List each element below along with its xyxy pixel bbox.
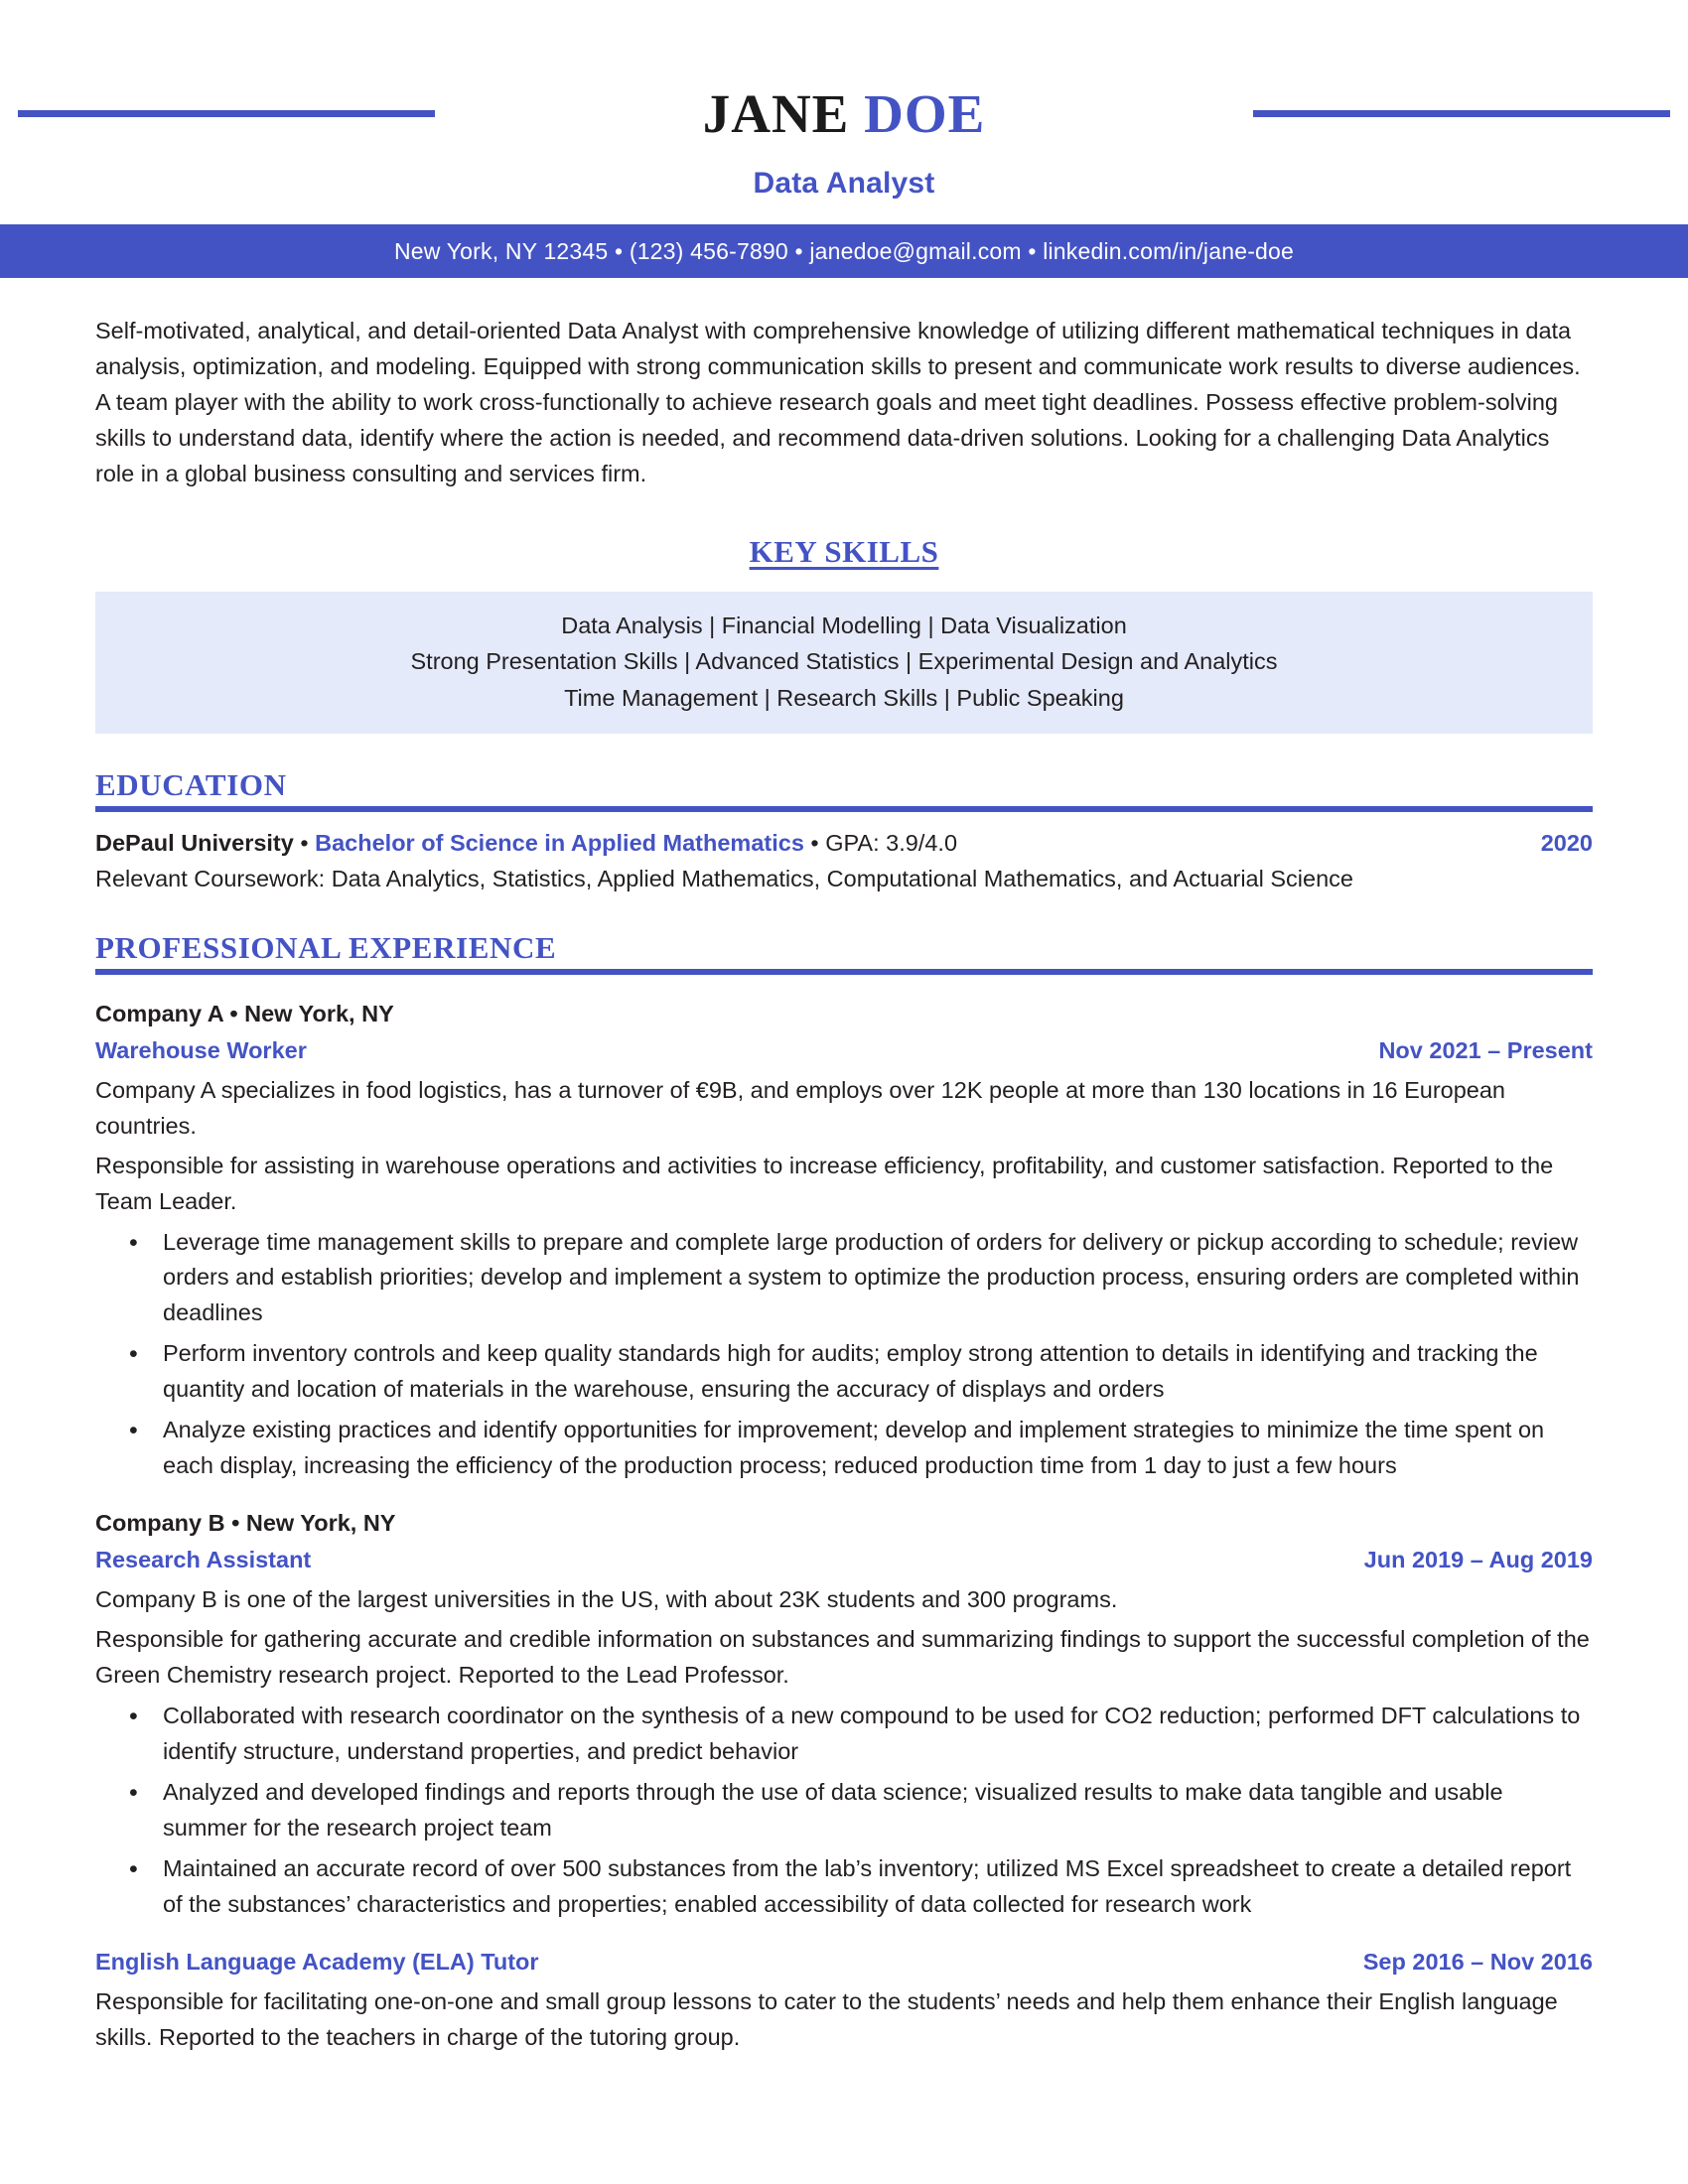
education-entry	[95, 830, 1593, 857]
professional-summary: Self-motivated, analytical, and detail-oriented Data Analyst with comprehensive knowledge of utilizing different mathematical techniques in data analysis, optimization, and modeling. Equipped with strong communication skills to present and communicate work results to diverse audiences. A team player with the ability to work cross-functionally to achieve research goals and meet tight deadlines. Possess effective problem-solving skills to understand data, identify where the action is needed, and recommend data-driven solutions. Looking for a challenging Data Analytics role in a global business consulting and services firm.	[95, 318, 1581, 486]
experience-bullet: • Analyze existing practices and identify opportunities for improvement; develop and implement strategies to minimize the time spent on each display, increasing the efficiency of the production process; reduced production time from 1 day to just a few hours	[129, 1413, 1593, 1484]
experience-bullet-list	[95, 1225, 1593, 1485]
experience-role-row	[95, 1543, 1593, 1576]
first-name: JANE	[702, 82, 850, 144]
education-school: DePaul University	[95, 829, 294, 856]
job-title: Data Analyst	[753, 167, 935, 200]
education-separator-1: •	[293, 829, 316, 856]
header-rule-right-decoration	[1253, 110, 1670, 117]
header-rule-left-decoration	[18, 110, 435, 117]
resume-header	[0, 0, 1688, 201]
experience-description: Responsible for gathering accurate and credible information on substances and summarizing findings to support the successful completion of the Green Chemistry research project. Reported to the Lead Professor.	[95, 1626, 1590, 1689]
education-gpa: GPA: 3.9/4.0	[825, 829, 958, 856]
experience-role: Warehouse Worker	[95, 1036, 307, 1063]
section-heading-professional-experience: PROFESSIONAL EXPERIENCE	[95, 929, 557, 965]
experience-description: Responsible for facilitating one-on-one and small group lessons to cater to the students’ needs and help them enhance their English language skills. Reported to the teachers in charge of the tutoring group.	[95, 1987, 1558, 2050]
last-name: DOE	[864, 82, 986, 144]
name-row	[0, 77, 1688, 149]
experience-description: Company A specializes in food logistics, has a turnover of €9B, and employs over 12K people at more than 130 locations in 16 European countries.	[95, 1076, 1506, 1139]
contact-bar	[0, 224, 1688, 278]
contact-info: New York, NY 12345 • (123) 456-7890 • janedoe@gmail.com • linkedin.com/in/jane-doe	[393, 237, 1295, 264]
education-degree: Bachelor of Science in Applied Mathematics	[315, 829, 804, 856]
education-separator-2: •	[803, 829, 826, 856]
section-rule-education	[95, 806, 1593, 812]
experience-role: English Language Academy (ELA) Tutor	[95, 1948, 539, 1975]
section-heading-education: EDUCATION	[95, 767, 287, 803]
education-details	[95, 830, 957, 857]
experience-entry	[95, 1945, 1593, 2056]
experience-entry	[95, 997, 1593, 1485]
experience-role-row	[95, 1945, 1593, 1979]
experience-company: Company B • New York, NY	[95, 1510, 396, 1537]
education-year: 2020	[1540, 829, 1593, 856]
experience-description: Responsible for assisting in warehouse operations and activities to increase efficiency, profitability, and customer satisfaction. Reported to the Team Leader.	[95, 1152, 1554, 1214]
experience-bullet: • Perform inventory controls and keep quality standards high for audits; employ strong attention to details in identifying and tracking the quantity and location of materials in the warehouse, ensuring the accuracy of displays and orders	[129, 1336, 1593, 1408]
experience-bullet-list	[95, 1699, 1593, 1923]
experience-description: Company B is one of the largest universities in the US, with about 23K students and 300 programs.	[95, 1586, 1118, 1613]
experience-dates: Jun 2019 – Aug 2019	[1363, 1547, 1593, 1573]
experience-role-row	[95, 1033, 1593, 1067]
experience-role: Research Assistant	[95, 1547, 312, 1573]
page-title	[435, 82, 1253, 144]
experience-dates: Nov 2021 – Present	[1378, 1036, 1593, 1063]
key-skills-line: Data Analysis | Financial Modelling | Data Visualization	[561, 612, 1127, 638]
key-skills-box	[95, 592, 1593, 734]
experience-bullet: • Collaborated with research coordinator on the synthesis of a new compound to be used for CO2 reduction; performed DFT calculations to identify structure, understand properties, and predict behavior	[129, 1699, 1593, 1770]
key-skills-line: Time Management | Research Skills | Public Speaking	[564, 684, 1124, 711]
section-rule-experience	[95, 969, 1593, 975]
resume-body	[0, 314, 1688, 2056]
experience-dates: Sep 2016 – Nov 2016	[1362, 1948, 1593, 1975]
experience-entry	[95, 1506, 1593, 1923]
experience-bullet: • Leverage time management skills to prepare and complete large production of orders for delivery or pickup according to schedule; review orders and establish priorities; develop and implement a system to optimize the production process, ensuring orders are completed within deadlines	[129, 1225, 1593, 1332]
experience-bullet: • Maintained an accurate record of over 500 substances from the lab’s inventory; utilized MS Excel spreadsheet to create a detailed report of the substances’ characteristics and properties; enabled accessibility of data collected for research work	[129, 1851, 1593, 1923]
experience-company: Company A • New York, NY	[95, 1000, 394, 1026]
education-coursework: Relevant Coursework: Data Analytics, Statistics, Applied Mathematics, Computational Mathematics, and Actuarial Science	[95, 865, 1353, 891]
section-heading-key-skills: KEY SKILLS	[749, 533, 939, 569]
experience-bullet: • Analyzed and developed findings and reports through the use of data science; visualized results to make data tangible and usable summer for the research project team	[129, 1775, 1593, 1846]
key-skills-line: Strong Presentation Skills | Advanced Statistics | Experimental Design and Analytics	[410, 648, 1278, 675]
